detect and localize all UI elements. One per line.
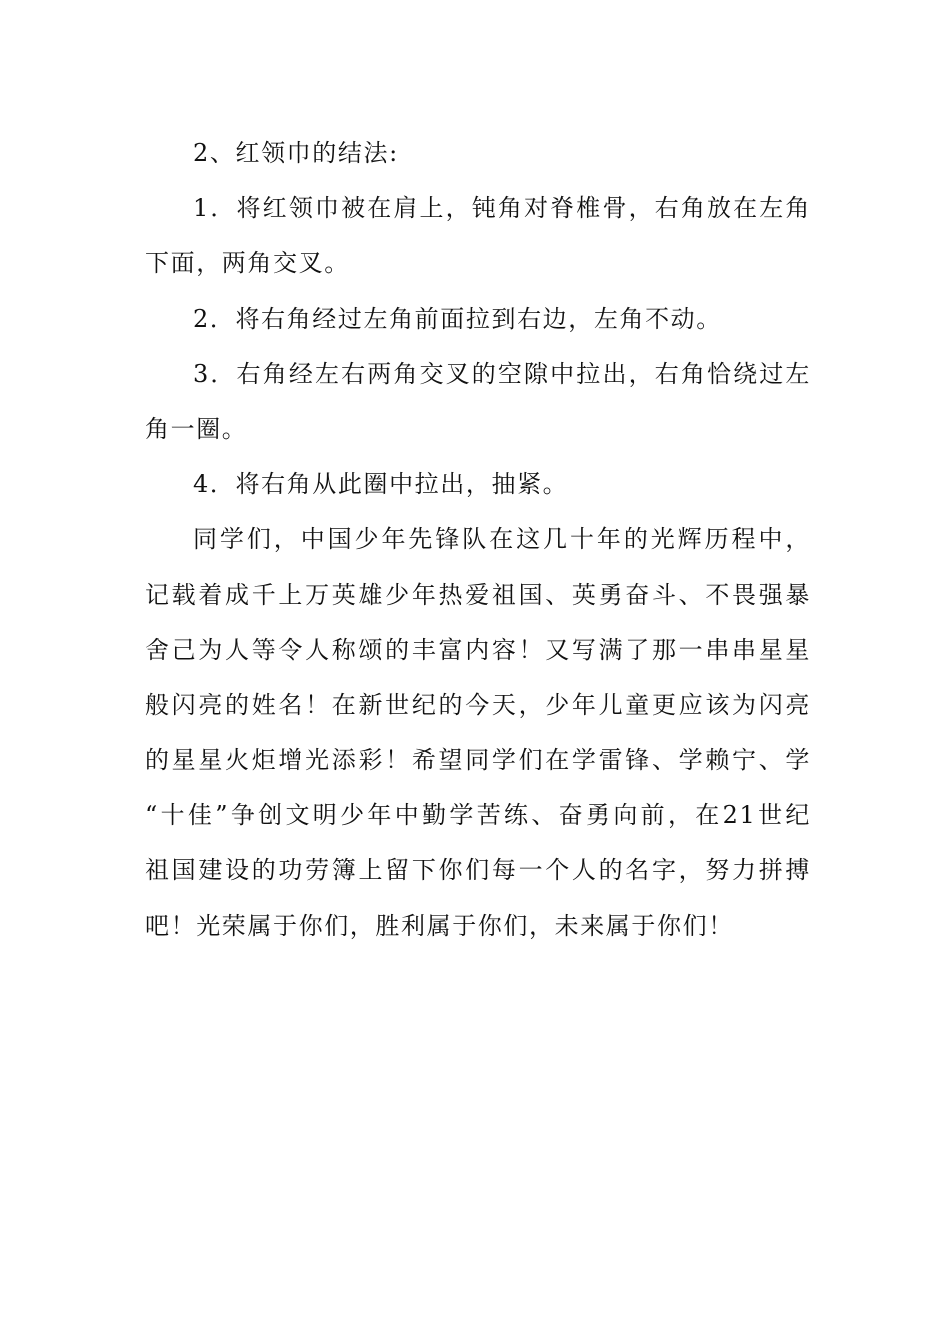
- section-heading: 2、红领巾的结法:: [193, 139, 399, 167]
- step-1-line-2: 下面，两角交叉。: [145, 249, 350, 278]
- body-text: [145, 126, 811, 954]
- closing-paragraph-line-5: 的星星火炬增光添彩！希望同学们在学雷锋、学赖宁、学: [145, 746, 811, 775]
- closing-paragraph-line-6: “十佳”争创文明少年中勤学苦练、奋勇向前，在21世纪: [145, 801, 811, 830]
- closing-paragraph-line-3: 舍己为人等令人称颂的丰富内容！又写满了那一串串星星: [145, 635, 811, 664]
- closing-paragraph-line-4: 般闪亮的姓名！在新世纪的今天，少年儿童更应该为闪亮: [145, 690, 811, 719]
- step-4: 4．将右角从此圈中拉出，抽紧。: [193, 470, 569, 499]
- step-1-line-1: 1．将红领巾被在肩上，钝角对脊椎骨，右角放在左角: [193, 194, 811, 223]
- step-3-line-1: 3．右角经左右两角交叉的空隙中拉出，右角恰绕过左: [193, 359, 811, 388]
- closing-paragraph-line-7: 祖国建设的功劳簿上留下你们每一个人的名字，努力拼搏: [145, 856, 811, 885]
- closing-paragraph-line-8: 吧！光荣属于你们，胜利属于你们，未来属于你们！: [145, 911, 734, 940]
- closing-paragraph-line-2: 记载着成千上万英雄少年热爱祖国、英勇奋斗、不畏强暴: [145, 580, 811, 609]
- closing-paragraph-line-1: 同学们，中国少年先锋队在这几十年的光辉历程中，: [193, 525, 811, 554]
- step-2: 2．将右角经过左角前面拉到右边，左角不动。: [193, 304, 722, 333]
- step-3-line-2: 角一圈。: [145, 414, 248, 443]
